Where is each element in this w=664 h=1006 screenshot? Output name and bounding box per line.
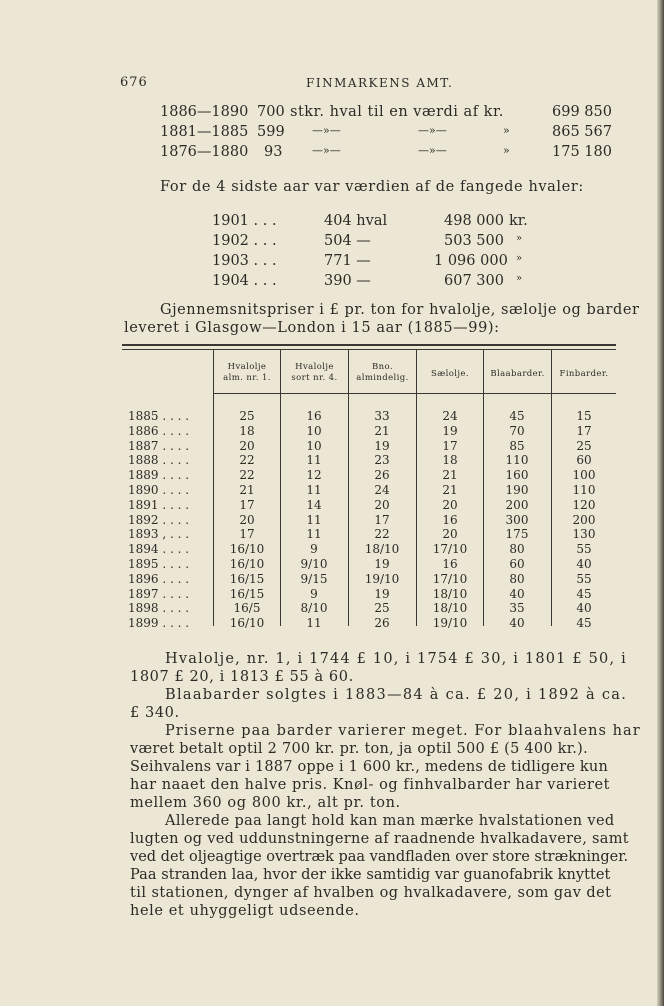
row-year: 1885 . . . . — [128, 409, 190, 423]
table-cell: 14 — [306, 497, 322, 512]
table-cell: 45 — [576, 616, 592, 631]
table-cell: 9/15 — [300, 571, 328, 586]
running-title: FINMARKENS AMT. — [306, 76, 454, 90]
table-cell: 160 — [505, 468, 529, 483]
table-cell: 175 — [505, 527, 529, 542]
column-divider — [348, 350, 349, 626]
table-cell: 11 — [306, 483, 322, 497]
text-line: Seihvalens var i 1887 oppe i 1 600 kr., medens de tidligere kun — [130, 759, 608, 775]
table-cell: 120 — [572, 497, 596, 512]
table-cell: 25 — [239, 409, 255, 423]
table-cell: 26 — [374, 468, 390, 483]
column-header: Hvalolje sort nr. 4. — [291, 362, 338, 383]
table-cell: 10 — [306, 438, 322, 453]
column-header: Sælolje. — [431, 369, 469, 379]
text-line: været betalt optil 2 700 kr. pr. ton, ja optil 500 £ (5 400 kr.). — [130, 741, 588, 757]
table-cell: 16/15 — [229, 571, 265, 586]
table-cell: 80 — [509, 571, 525, 586]
table-cell: 17/10 — [432, 571, 468, 586]
table-cell: 110 — [572, 483, 596, 497]
table-cell: 45 — [576, 586, 592, 601]
text-line: Paa stranden laa, hvor der ikke samtidig var guanofabrik knyttet — [130, 867, 611, 883]
column-header: Finbarder. — [559, 369, 609, 379]
table-intro-line1: Gjennemsnitspriser i £ pr. ton for hvalolje, sælolje og barder — [160, 302, 640, 318]
column-divider — [551, 350, 552, 626]
table-cell: 40 — [509, 586, 525, 601]
table-cell: 60 — [576, 453, 592, 468]
table-cell: 9 — [310, 542, 318, 557]
text-line: lugten og ved uddunstningerne af raadnende hvalkadavere, samt — [130, 831, 629, 847]
table-cell: 17 — [576, 423, 592, 438]
table-cell: 26 — [374, 616, 390, 631]
table-cell: 19 — [374, 557, 390, 571]
table-cell: 8/10 — [300, 601, 328, 616]
table-cell: 19/10 — [432, 616, 468, 631]
table-cell: 11 — [306, 512, 322, 527]
header-bottom-rule — [213, 393, 616, 394]
row-year: 1888 . . . . — [128, 453, 190, 468]
text-line: Priserne paa barder varierer meget. For blaahvalens har — [165, 723, 641, 739]
table-cell: 55 — [576, 571, 592, 586]
text-line: til stationen, dynger af hvalben og hvalkadavere, som gav det — [130, 885, 612, 901]
row-year: 1895 . . . . — [128, 557, 190, 571]
table-cell: 80 — [509, 542, 525, 557]
row-year: 1892 . . . . — [128, 512, 190, 527]
table-cell: 25 — [576, 438, 592, 453]
column-header: Bno. almindelig. — [356, 362, 409, 383]
column-divider — [483, 350, 484, 626]
table-cell: 24 — [442, 409, 458, 423]
table-cell: 20 — [239, 512, 255, 527]
column-header: Blaabarder. — [490, 369, 545, 379]
table-cell: 60 — [509, 557, 525, 571]
text-line: har naaet den halve pris. Knøl- og finhvalbarder har varieret — [130, 777, 610, 793]
table-top-rule — [122, 349, 616, 350]
row-year: 1899 . . . . — [128, 616, 190, 631]
table-cell: 19/10 — [364, 571, 400, 586]
table-cell: 20 — [442, 497, 458, 512]
table-cell: 130 — [572, 527, 596, 542]
table-cell: 20 — [374, 497, 390, 512]
table-cell: 18/10 — [432, 586, 468, 601]
column-header: Hvalolje alm. nr. 1. — [223, 362, 271, 383]
table-cell: 17/10 — [432, 542, 468, 557]
row-year: 1898 . . . . — [128, 601, 190, 616]
table-cell: 21 — [442, 483, 458, 497]
table-cell: 17 — [442, 438, 458, 453]
table-cell: 25 — [374, 601, 390, 616]
row-year: 1893 , . . . — [128, 527, 190, 542]
table-cell: 10 — [306, 423, 322, 438]
table-cell: 16/5 — [233, 601, 261, 616]
table-cell: 18/10 — [364, 542, 400, 557]
table-cell: 70 — [509, 423, 525, 438]
table-cell: 40 — [576, 557, 592, 571]
table-cell: 24 — [374, 483, 390, 497]
text-line: hele et uhyggeligt udseende. — [130, 903, 360, 919]
table-cell: 45 — [509, 409, 525, 423]
table-cell: 40 — [509, 616, 525, 631]
text-line: 1807 £ 20, i 1813 £ 55 à 60. — [130, 669, 354, 685]
page-number: 676 — [120, 75, 148, 90]
intro-text: For de 4 sidste aar var værdien af de fangede hvaler: — [160, 179, 584, 195]
text-line: Hvalolje, nr. 1, i 1744 £ 10, i 1754 £ 30, i 1801 £ 50, i — [165, 651, 627, 667]
table-cell: 85 — [509, 438, 525, 453]
table-cell: 200 — [572, 512, 596, 527]
table-cell: 190 — [505, 483, 529, 497]
text-line: Allerede paa langt hold kan man mærke hvalstationen ved — [165, 813, 615, 829]
table-cell: 21 — [239, 483, 255, 497]
page-edge — [657, 0, 664, 1006]
column-divider — [213, 350, 214, 626]
row-year: 1886 . . . . — [128, 423, 190, 438]
table-cell: 16/10 — [229, 616, 265, 631]
row-year: 1891 . . . . — [128, 497, 190, 512]
table-cell: 21 — [374, 423, 390, 438]
table-cell: 18 — [442, 453, 458, 468]
table-intro-line2: leveret i Glasgow—London i 15 aar (1885—99): — [124, 320, 500, 336]
table-cell: 16/15 — [229, 586, 265, 601]
table-cell: 35 — [509, 601, 525, 616]
table-cell: 21 — [442, 468, 458, 483]
table-cell: 40 — [576, 601, 592, 616]
table-cell: 19 — [374, 586, 390, 601]
text-line: ved det oljeagtige overtræk paa vandfladen over store strækninger. — [130, 849, 629, 865]
table-cell: 20 — [442, 527, 458, 542]
text-line: mellem 360 og 800 kr., alt pr. ton. — [130, 795, 401, 811]
table-cell: 19 — [374, 438, 390, 453]
table-cell: 9/10 — [300, 557, 328, 571]
row-year: 1896 . . . . — [128, 571, 190, 586]
table-cell: 16/10 — [229, 542, 265, 557]
table-cell: 300 — [505, 512, 529, 527]
table-cell: 22 — [239, 468, 255, 483]
table-cell: 33 — [374, 409, 390, 423]
table-cell: 17 — [374, 512, 390, 527]
table-cell: 200 — [505, 497, 529, 512]
table-cell: 18 — [239, 423, 255, 438]
column-divider — [280, 350, 281, 626]
table-cell: 11 — [306, 527, 322, 542]
table-cell: 22 — [374, 527, 390, 542]
table-cell: 16/10 — [229, 557, 265, 571]
row-year: 1894 . . . . — [128, 542, 190, 557]
table-cell: 16 — [442, 557, 458, 571]
table-cell: 12 — [306, 468, 322, 483]
table-cell: 16 — [306, 409, 322, 423]
table-cell: 20 — [239, 438, 255, 453]
page-header — [0, 75, 664, 95]
row-year: 1887 . . . . — [128, 438, 190, 453]
table-top-rule — [122, 344, 616, 346]
row-year: 1897 . . . . — [128, 586, 190, 601]
row-year: 1890 . . . . — [128, 483, 190, 497]
table-cell: 100 — [572, 468, 596, 483]
row-year: 1889 . . . . — [128, 468, 190, 483]
column-divider — [416, 350, 417, 626]
table-cell: 11 — [306, 616, 322, 631]
text-line: £ 340. — [130, 705, 180, 721]
table-cell: 55 — [576, 542, 592, 557]
table-cell: 110 — [505, 453, 529, 468]
table-cell: 15 — [576, 409, 592, 423]
text-line: Blaabarder solgtes i 1883—84 à ca. £ 20, i 1892 à ca. — [165, 687, 628, 703]
table-cell: 19 — [442, 423, 458, 438]
table-cell: 22 — [239, 453, 255, 468]
table-cell: 11 — [306, 453, 322, 468]
table-cell: 17 — [239, 527, 255, 542]
table-cell: 17 — [239, 497, 255, 512]
table-cell: 23 — [374, 453, 390, 468]
table-cell: 9 — [310, 586, 318, 601]
table-cell: 16 — [442, 512, 458, 527]
table-cell: 18/10 — [432, 601, 468, 616]
